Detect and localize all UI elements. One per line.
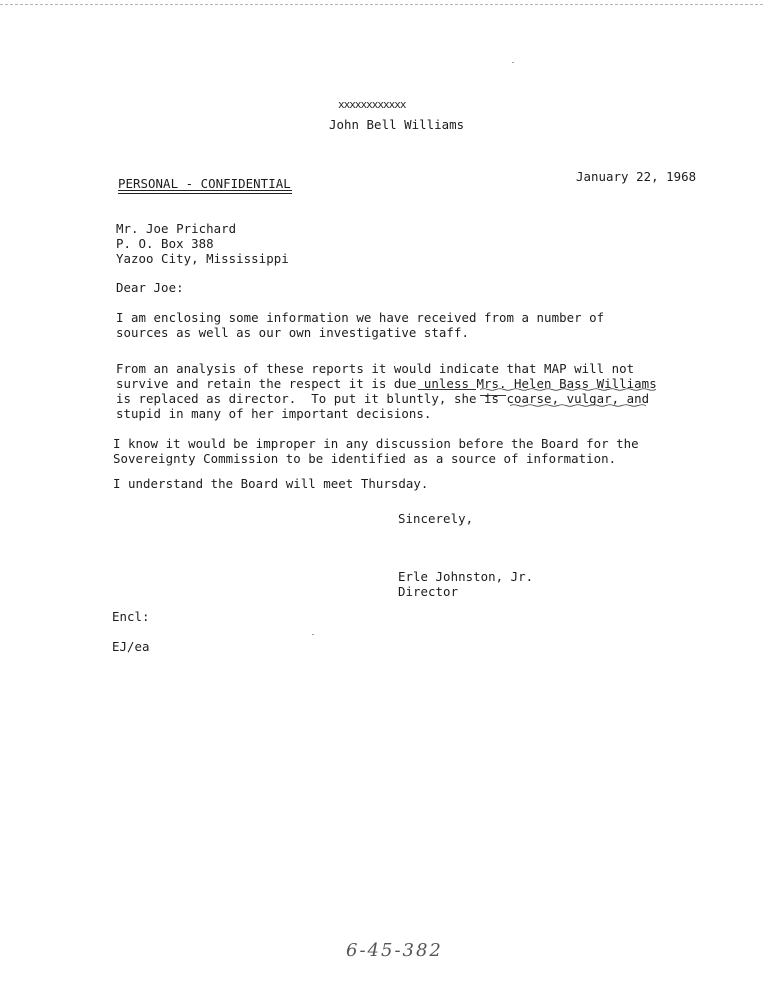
signer-title: Director xyxy=(398,584,459,599)
paragraph-3-line: Sovereignty Commission to be identified as a source of information. xyxy=(113,451,617,466)
recipient-name: Mr. Joe Prichard xyxy=(116,221,237,236)
signature-block xyxy=(398,569,533,599)
salutation: Dear Joe: xyxy=(116,280,184,295)
paragraph-4-line: I understand the Board will meet Thursday. xyxy=(113,476,429,491)
letterhead-name: John Bell Williams xyxy=(329,117,465,132)
closing: Sincerely, xyxy=(398,511,474,526)
confidential-underline-2 xyxy=(118,193,292,194)
struck-out-name: xxxxxxxxxxxx xyxy=(338,98,406,111)
handwritten-file-number: 6-45-382 xyxy=(346,940,443,961)
paragraph-2-line: From an analysis of these reports it would indicate that MAP will not xyxy=(116,361,635,376)
wavy-underline-coarse-vulgar xyxy=(510,404,650,407)
wavy-underline-bass-williams xyxy=(480,388,660,391)
scan-speck xyxy=(512,62,514,63)
paragraph-1-line: sources as well as our own investigative staff. xyxy=(116,325,469,340)
confidential-underline xyxy=(118,190,292,191)
confidential-label: PERSONAL - CONFIDENTIAL xyxy=(118,176,291,191)
paragraph-4 xyxy=(113,476,428,491)
paragraph-1-line: I am enclosing some information we have received from a number of xyxy=(116,310,605,325)
scan-edge-line xyxy=(0,4,763,5)
paragraph-3 xyxy=(113,436,639,466)
paragraph-3-line: I know it would be improper in any discussion before the Board for the xyxy=(113,436,639,451)
paragraph-2 xyxy=(116,361,657,421)
underline-is xyxy=(480,395,506,396)
recipient-city: Yazoo City, Mississippi xyxy=(116,251,289,266)
recipient-address xyxy=(116,221,289,266)
enclosure-note: Encl: xyxy=(112,609,150,624)
paragraph-2-line: is replaced as director. To put it bluntly, she is coarse, vulgar, and xyxy=(116,391,650,406)
reference-initials: EJ/ea xyxy=(112,639,150,654)
signer-name: Erle Johnston, Jr. xyxy=(398,569,534,584)
letter-date: January 22, 1968 xyxy=(576,169,697,184)
underline-mrs-helen xyxy=(418,389,476,390)
paragraph-1 xyxy=(116,310,604,340)
paragraph-2-line: stupid in many of her important decisions. xyxy=(116,406,432,421)
recipient-box: P. O. Box 388 xyxy=(116,236,214,251)
paragraph-2-line: survive and retain the respect it is due unless Mrs. Helen Bass Williams xyxy=(116,376,657,391)
scan-speck xyxy=(312,634,314,635)
